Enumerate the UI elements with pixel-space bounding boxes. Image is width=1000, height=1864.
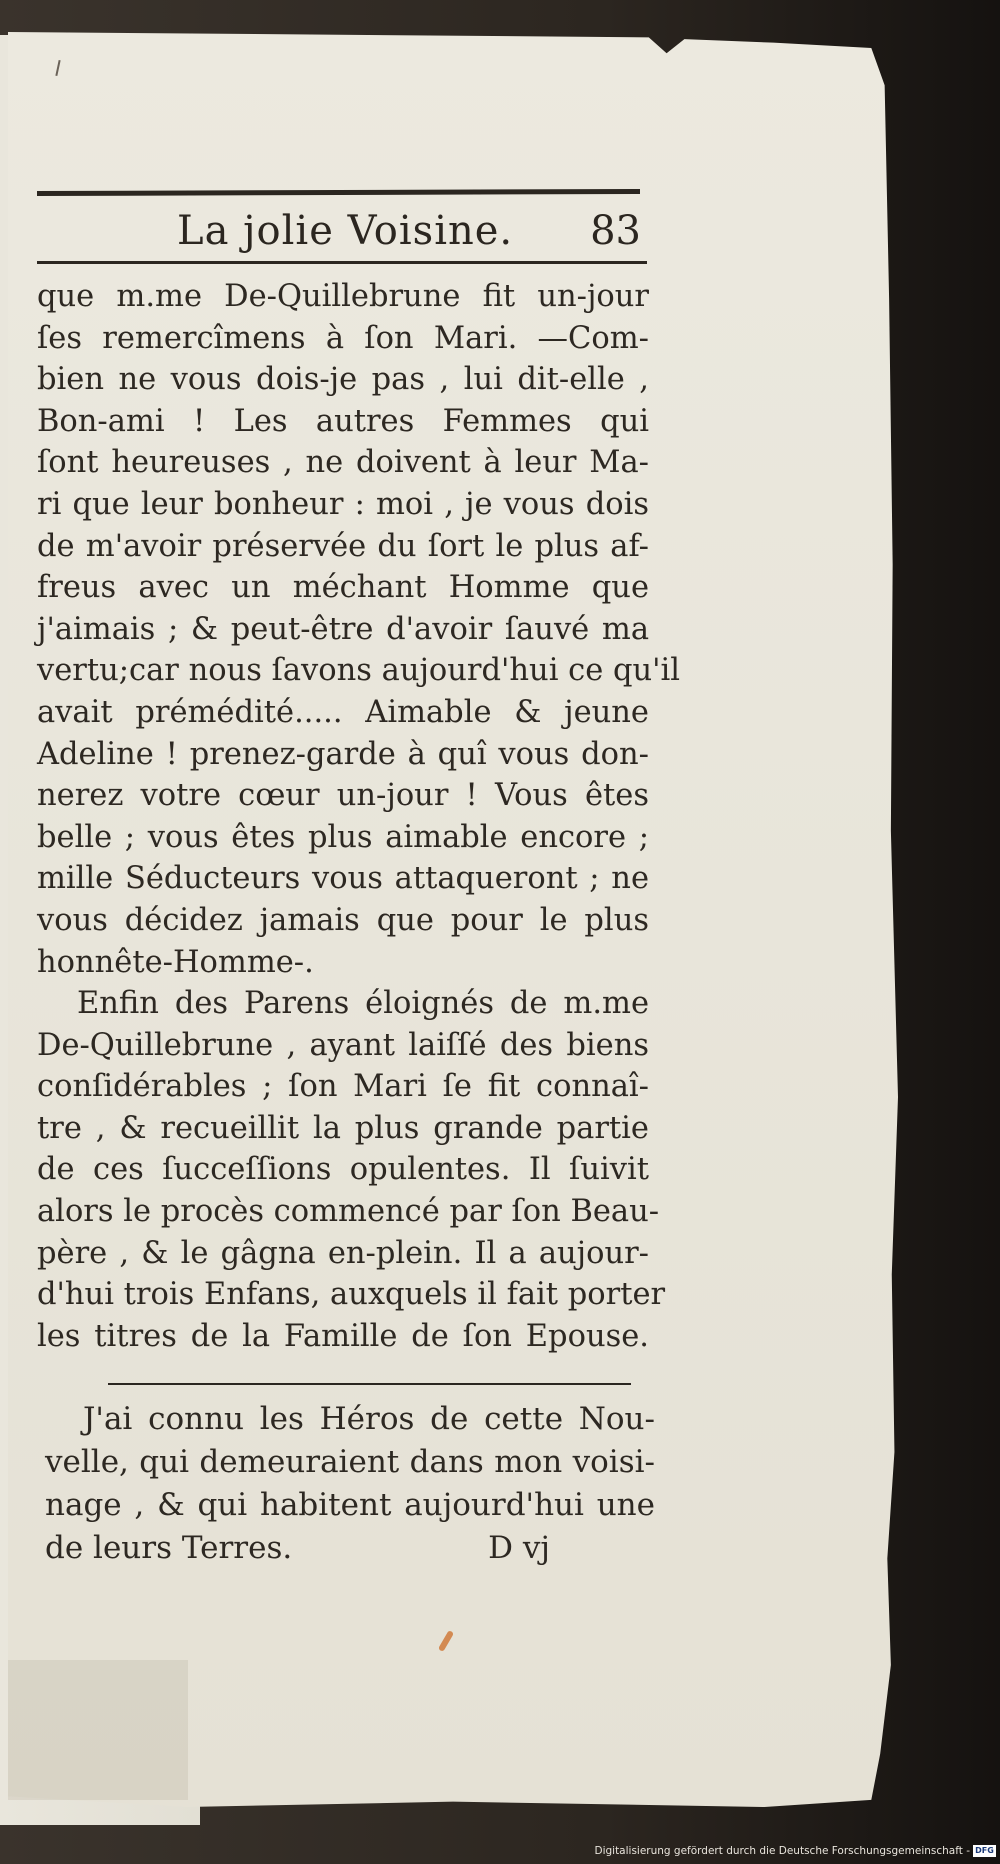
dfg-logo: DFG xyxy=(973,1845,996,1857)
page-number: 83 xyxy=(590,208,641,254)
text-line: Adeline ! prenez-garde à quî vous don- xyxy=(37,736,649,772)
header-rule xyxy=(37,261,647,264)
running-title: La jolie Voisine. xyxy=(177,208,514,254)
text-line: freus avec un méchant Homme que xyxy=(37,570,649,606)
note-separator-rule xyxy=(108,1383,631,1385)
text-line: ri que leur bonheur : moi , je vous dois xyxy=(37,486,649,522)
text-line: j'aimais ; & peut-être d'avoir ſauvé ma xyxy=(37,611,649,647)
author-note xyxy=(45,1398,655,1570)
text-line: conſidérables ; ſon Mari ſe fit connaî- xyxy=(37,1069,649,1105)
text-line: de ces ſucceſſions opulentes. Il ſuivit xyxy=(37,1152,649,1188)
text-line: les titres de la Famille de ſon Epouse. xyxy=(37,1318,649,1354)
note-line: velle, qui demeuraient dans mon voisi- xyxy=(45,1444,655,1480)
page-fold-shadow xyxy=(8,1660,188,1800)
text-line: belle ; vous êtes plus aimable encore ; xyxy=(37,819,649,855)
text-line: tre , & recueillit la plus grande partie xyxy=(37,1110,649,1146)
text-line: mille Séducteurs vous attaqueront ; ne xyxy=(37,861,649,897)
text-line: Bon-ami ! Les autres Femmes qui xyxy=(37,403,649,439)
text-line: d'hui trois Enfans, auxquels il fait porter xyxy=(37,1277,666,1313)
text-line: honnête-Homme-. xyxy=(37,944,314,980)
text-line: que m.me De-Quillebrune fit un-jour xyxy=(37,279,649,314)
body-text xyxy=(37,276,681,1357)
text-line: nerez votre cœur un-jour ! Vous êtes xyxy=(37,778,649,814)
text-line: vertu;car nous ſavons aujourd'hui ce qu'il xyxy=(37,653,681,689)
text-line: alors le procès commencé par ſon Beau- xyxy=(37,1194,660,1230)
note-line: J'ai connu les Héros de cette Nou- xyxy=(83,1401,655,1437)
text-line: ſont heureuses , ne doivent à leur Ma- xyxy=(37,445,649,481)
text-line: avait prémédité..... Aimable & jeune xyxy=(37,694,649,730)
text-line: vous décidez jamais que pour le plus xyxy=(37,902,649,938)
note-last-row xyxy=(45,1527,655,1570)
text-line: père , & le gâgna en-plein. Il a aujour- xyxy=(37,1235,649,1271)
text-line: ſes remercîmens à ſon Mari. —Com- xyxy=(37,320,649,356)
digitization-credit: Digitalisierung gefördert durch die Deutsche Forschungsgemeinschaft - xyxy=(594,1845,970,1857)
page-header xyxy=(37,200,645,260)
text-line: Enfin des Parens éloignés de m.me xyxy=(77,986,649,1022)
signature-mark: D vj xyxy=(488,1530,550,1566)
note-line: de leurs Terres. xyxy=(45,1530,293,1566)
text-line: De-Quillebrune , ayant laiſſé des biens xyxy=(37,1027,649,1063)
text-line: bien ne vous dois-je pas , lui dit-elle , xyxy=(37,362,649,398)
note-line: nage , & qui habitent aujourd'hui une xyxy=(45,1487,655,1523)
text-line: de m'avoir préservée du ſort le plus af- xyxy=(37,528,649,564)
